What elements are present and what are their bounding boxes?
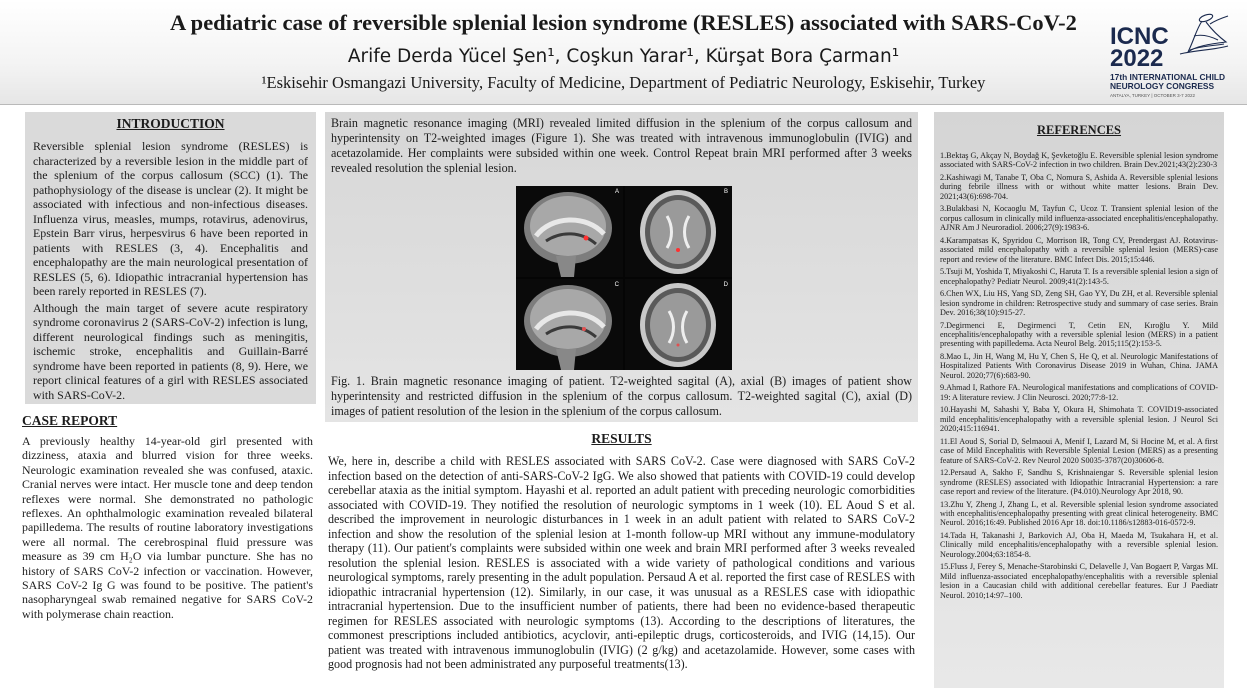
- reference-item: 6.Chen WX, Liu HS, Yang SD, Zeng SH, Gao YY, Du ZH, et al. Reversible splenial lesion syndrome in children: Retrospective study and summary of case series. Brain Dev. 2016;38(10):915-27.: [940, 289, 1218, 318]
- reference-item: 15.Fluss J, Ferey S, Menache-Starobinski C, Delavelle J, Van Bogaert P, Vargas MI. Mild influenza-associated encephalopathy/encephalitis with a reversible splenial lesion in a Caucasian child with additional cerebellar features. Eur J Paediatr Neurol. 2010;14:97–100.: [940, 562, 1218, 600]
- mri-panel-b: B: [625, 186, 732, 277]
- case-report-heading: CASE REPORT: [22, 413, 118, 428]
- logo-congress-name: 17th INTERNATIONAL CHILD NEUROLOGY CONGRESS: [1110, 72, 1226, 91]
- reference-item: 5.Tsuji M, Yoshida T, Miyakoshi C, Haruta T. Is a reversible splenial lesion a sign of encephalopathy? Pediatr Neurol. 2009;41(2):143-5.: [940, 267, 1218, 286]
- references-heading: REFERENCES: [1036, 123, 1122, 137]
- introduction-paragraph-1: Reversible splenial lesion syndrome (RESLES) is characterized by a reversible lesion in the middle part of the splenium of the corpus callosum (SCC) (1). The pathophysiology of the disease is unclear (2). It might be associated with infectious and non-infectious diseases. Influenza virus, measles, mumps, rotavirus, adenovirus, Epstein Barr virus, herpesvirus 6 have been reported in patients with RESLES (3, 4). Encephalitis and encephalopathy are the main neurological presentation of RESLES (5, 6). Idiopathic intracranial hypertension has been rarely reported in RESLES (7).: [33, 139, 308, 298]
- mri-figure: [516, 186, 732, 370]
- logo-small-print: ANTALYA, TURKEY | OCTOBER 3-7 2022: [1110, 93, 1195, 98]
- reference-item: 11.El Aoud S, Sorial D, Selmaoui A, Menif I, Lazard M, Si Hocine M, et al. A first case of Mild Encephalitis with Reversible Splenial Lesion (MERS) as a presenting feature of SARS-CoV-2. Rev Neurol 2020 S0035-3787(20)30606-8.: [940, 436, 1218, 465]
- mri-panel-a: A: [516, 186, 623, 277]
- reference-item: 9.Ahmad I, Rathore FA. Neurological manifestations and complications of COVID-19: A literature review. J Clin Neurosci. 2020;77:8-12.: [940, 383, 1218, 402]
- congress-logo: [1104, 6, 1234, 102]
- reference-item: 1.Bektaş G, Akçay N, Boydağ K, Şevketoğlu E. Reversible splenial lesion syndrome associated with SARS-CoV-2 infection in two children. Brain Dev.2021;43(2):230-3: [940, 151, 1218, 170]
- poster-title: A pediatric case of reversible splenial lesion syndrome (RESLES) associated with SARS-CoV-2: [170, 10, 1077, 35]
- reference-list: [934, 139, 1224, 600]
- results-heading: RESULTS: [591, 431, 652, 446]
- case-report-text: A previously healthy 14-year-old girl presented with dizziness, ataxia and blurred vision for three weeks. Neurologic examination revealed she was confused, ataxic. Cranial nerves were intact. Her muscle tone and deep tendon reflexes were normal. She demonstrated no pathologic reflexes. An ophthalmologic examination revealed bilateral papilledema. The results of routine laboratory investigations were all normal. The cerebrospinal fluid pressure was measure as 39 cm H₂O via lumbar puncture. She has no history of SARS CoV-2 infection or vaccination. However, SARS CoV-2 Ig G was found to be positive. The patient's nasopharyngeal swab remained negative for SARS CoV-2 with polymerase chain reaction.: [22, 434, 313, 621]
- reference-item: 7.Degirmenci E, Degirmenci T, Cetin EN, Kıroğlu Y. Mild encephalitis/encephalopathy with a reversible splenial lesion (MERS) in a patient presenting with papilledema. Acta Neurol Belg. 2015;115(2):153-5.: [940, 320, 1218, 349]
- introduction-heading: INTRODUCTION: [116, 116, 225, 131]
- case-report-section: [22, 412, 313, 652]
- introduction-paragraph-2: Although the main target of severe acute respiratory syndrome coronavirus 2 (SARS-CoV-2) infection is lung, different neurological findings such as meningitis, ischemic stroke, encephalitis and Guillain-Barré syndrome have been reported in patients (8, 9). Here, we report clinical features of a girl with RESLES associated with SARS-CoV-2.: [33, 300, 308, 402]
- reference-item: 2.Kashiwagi M, Tanabe T, Oba C, Nomura S, Ashida A. Reversible splenial lesions during febrile illness with or without white matter lesions. Brain Dev. 2021;43(6):698-704.: [940, 173, 1218, 201]
- reference-item: 8.Mao L, Jin H, Wang M, Hu Y, Chen S, He Q, et al. Neurologic Manifestations of Hospitalized Patients With Coronavirus Disease 2019 in Wuhan, China. JAMA Neurol. 2020;77(6):683-90.: [940, 352, 1218, 380]
- whirling-dervish-icon: [1166, 6, 1232, 68]
- mri-panel-d: D: [625, 279, 732, 370]
- logo-acronym: ICNC 2022: [1110, 23, 1169, 72]
- reference-item: 10.Hayashi M, Sahashi Y, Baba Y, Okura H, Shimohata T. COVID19-associated mild encephalitis/encephalopathy with a reversible splenial lesion. J Neurol Sci 2020;415:116941.: [940, 405, 1218, 434]
- references-panel: [934, 112, 1224, 688]
- figure-caption: Fig. 1. Brain magnetic resonance imaging of patient. T2-weighted sagital (A), axial (B) images of patient show hyperintensity and restricted diffusion in the splenium of the corpus callosum. T2-weighted sagital (C), axial (D) images of patient resolution of the lesion in the splenium of the corpus callosum.: [331, 374, 912, 418]
- poster-header: [0, 0, 1247, 105]
- mri-panel-c: C: [516, 279, 623, 370]
- introduction-panel: [25, 112, 316, 404]
- affiliation: ¹Eskisehir Osmangazi University, Faculty of Medicine, Department of Pediatric Neurology, Eskisehir, Turkey: [261, 73, 986, 92]
- reference-item: 4.Karampatsas K, Spyridou C, Morrison IR, Tong CY, Prendergast AJ. Rotavirus-associated mild encephalopathy with a reversible splenial lesion (MERS)-case report and review of the literature. BMC Infect Dis. 2015;15:446.: [940, 235, 1218, 264]
- reference-item: 3.Bulakbasi N, Kocaoglu M, Tayfun C, Ucoz T. Transient splenial lesion of the corpus callosum in clinically mild influenza-associated encephalitis/encephalopathy. AJNR Am J Neuroradiol. 2006;27(9):1983-6.: [940, 204, 1218, 233]
- reference-item: 14.Tada H, Takanashi J, Barkovich AJ, Oba H, Maeda M, Tsukahara H, et al. Clinically mild encephalitis/encephalopathy with a reversible splenial lesion. Neurology.2004;63:1854-8.: [940, 531, 1218, 559]
- reference-item: 12.Persaud A, Sakho F, Sandhu S, Krishnaiengar S. Reversible splenial lesion syndrome (RESLES) associated with Idiopathic Intracranial Hypertension: a rare case report and review of the literature. (P4.010).Neurology Apr 2018, 90.: [940, 468, 1218, 497]
- mri-findings-text: Brain magnetic resonance imaging (MRI) revealed limited diffusion in the splenium of the corpus callosum and hyperintensity on T2-weighted images (Figure 1). She was treated with intravenous immunoglobulin (IVIG) and acetazolamide. Her complaints were subsided within one week. Control Repeat brain MRI performed after 3 weeks revealed resolution the splenial lesion.: [331, 116, 912, 175]
- author-list: Arife Derda Yücel Şen¹, Coşkun Yarar¹, Kürşat Bora Çarman¹: [347, 46, 900, 67]
- reference-item: 13.Zhu Y, Zheng J, Zhang L, et al. Reversible splenial lesion syndrome associated with encephalitis/encephalopathy presenting with great clinical heterogeneity. BMC Neurol. 2016;16:49. Published 2016 Apr 18. doi:10.1186/s12883-016-0572-9.: [940, 499, 1218, 528]
- results-text: We, here in, describe a child with RESLES associated with SARS CoV-2. Case were diagnosed with SARS CoV-2 infection based on the detection of anti-SARS-CoV-2 IgG. We also showed that patients with COVID-19 could develop cerebellar ataxia as the initial symptom. Hayashi et al. reported an adult patient with preceding neurologic comorbidities associated with COVID-19. They notified the resolution of neurologic symptoms in 1 week (10). EL Aoud S et al. described the improvement in neurologic disturbances in 1 week in an adult patient with related to SARS CoV-2 infection and show the resolution of the splenial lesion at 1-month follow-up MRI without any immune-modulatory therapy (11). Our patient's complaints were subsided within one week and brain MRI performed after 3 weeks revealed resolution the splenial lesion. RESLES is associated with a wide variety of pathological conditions and various neurological symptoms, rarely presenting in the adult population. Persaud A et al. reported the first case of RESLES with idiopathic intracranial hypertension (12). Similarly, in our case, it was unusual as a RESLES case with idiopathic intracranial hypertension. Due to the insufficient number of patients, there had been no evidence-based therapeutic regimen for RESLES associated with neurologic symptoms (13). According to the descriptions of literatures, the commonest prescriptions included antibiotics, acyclovir, anti-epileptic drugs, corticosteroids, and IVIG (14,15). Our patient was treated with intravenous immunoglobulin (IVIG) (2 g/kg) and acetazolamide. However, some cases with good prognosis had not been administrated any purposeful treatments(13).: [328, 454, 915, 671]
- results-section: [328, 430, 915, 672]
